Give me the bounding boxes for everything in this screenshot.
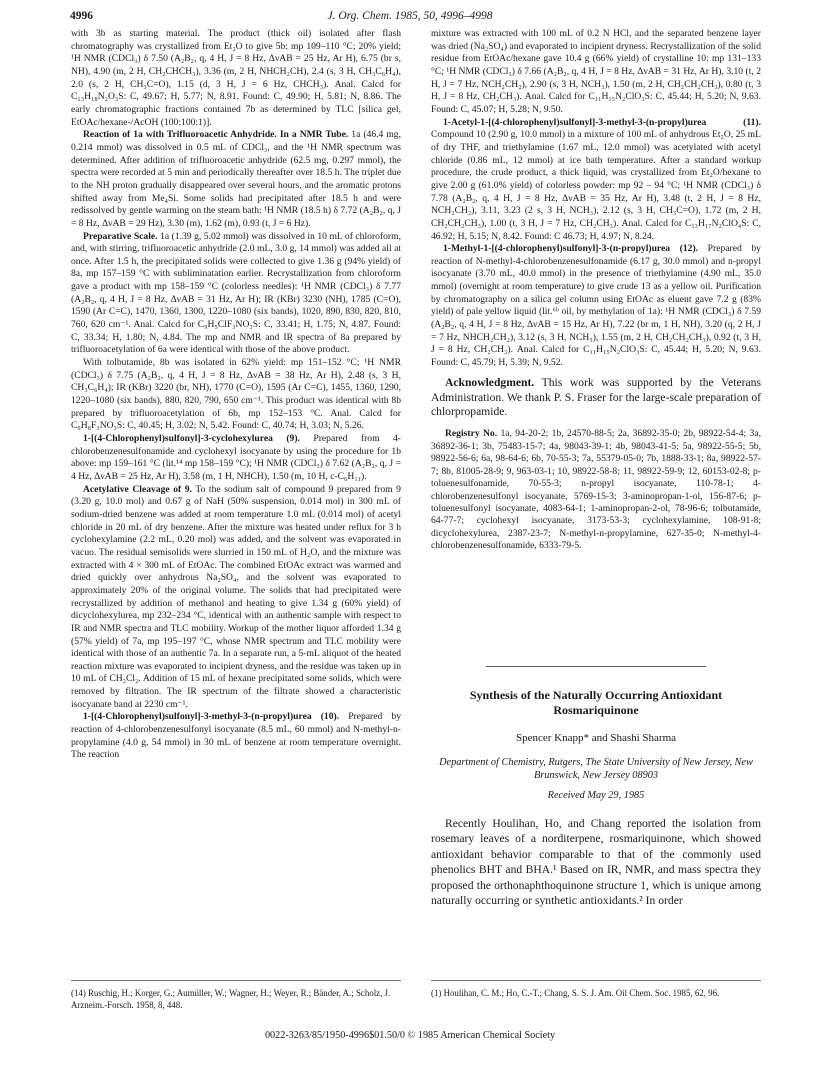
- paragraph-body: Compound 10 (2.90 g, 10.0 mmol) in a mixture of 100 mL of anhydrous Et₂O, 25 mL of dry THF, and triethylamine (1.67 mL, 12.0 mmol) was acetylated with acetyl chloride (0.86 mL, 12 mmol) at ice bath temperature. After a standard workup procedure, the crude product, a thick liquid, was crystallized from Et₂O/hexane to give 2.00 g (61.0% yield) of colorless powder: mp 92 – 94 °C; ¹H NMR (CDCl₃) δ 7.78 (A₂B₂, q, 4 H, J = 8 Hz, ΔνAB = 35 Hz, Ar H), 3.48 (t, 2 H, J = 8 Hz, NCH₂CH₂), 3.11, 3.23 (2 s, 3 H, NCH₃), 2.12 (s, 3 H, CH₃C=O), 1.72 (m, 2 H, CH₂CH₂CH₃), 1.00 (t, 3 H, J = 7 Hz, CH₂CH₃). Anal. Calcd for C₁₃H₁₇N₂ClO₄S: C, 46.92; H, 5.15; N, 8.42. Found: C 46.73; H, 4.97; N, 8.24.: [431, 129, 761, 242]
- paragraph: [71, 433, 401, 484]
- page-footer: 0022-3263/85/1950-4996$01.50/0 © 1985 American Chemical Society: [264, 1030, 556, 1041]
- run-in-heading: 1-[(4-Chlorophenyl)sulfonyl]-3-cyclohexylurea (9).: [83, 433, 300, 444]
- run-in-heading: Reaction of 1a with Trifluoroacetic Anhydride. In a NMR Tube.: [83, 129, 349, 141]
- footnote-rule: [431, 980, 761, 981]
- paragraph: With tolbutamide, 8b was isolated in 62% yield: mp 151–152 °C; ¹H NMR (CDCl₃) δ 7.75 (A₂B₂, q, 4 H, J = 8 Hz, ΔνAB = 38 Hz, Ar H), 2.48 (s, 3 H, CH₃C₆H₄); IR (KBr) 3220 (br, NH), 1770 (C=O), 1595 (Ar C=C), 1455, 1360, 1290, 1220–1080 (six bands), 880, 820, 790, 650 cm⁻¹. This product was identical with 8b prepared by trifluoroacetylation of 6b, mp 152–153 °C. Anal. Calcd for C₉H₈F₃NO₃S: C, 40.45; H, 3.02; N, 5.42. Found: C, 40.74; H, 3.03; N, 5.26.: [71, 357, 401, 432]
- paragraph-body: Prepared from 4-chlorobenzenesulfonamide and cyclohexyl isocyanate by using the procedure for 1b above: mp 159–161 °C (lit.¹⁴ mp 158–159 °C); ¹H NMR (CDCl₃) δ 7.62 (A₂B₂, q, J = 4 Hz, ΔνAB = 25 Hz, Ar H), 3.58 (m, 1 H, NHCH), 1.50 (m, 10 H, c-C₆H₁₁).: [71, 433, 401, 482]
- paragraph: [71, 231, 401, 358]
- paragraph-body: Prepared by reaction of N-methyl-4-chlorobenzenesulfonamide (6.17 g, 30.0 mmol) and n-propyl isocyanate (3.70 mL, 40.0 mmol) in the presence of triethylamine (4.90 mL, 35.0 mmol) (overnight at room temperature) to give crude 13 as a yellow oil. Purification by chromatography on a silica gel column using EtOAc as eluent gave 7.2 g (83% yield) of pale yellow liquid (lit.⁶ᵇ oil, by methylation of 1a): ¹H NMR (CDCl₃) δ 7.59 (A₂B₂, q, 4 H, J = 8 Hz, ΔνAB = 15 Hz, Ar H), 7.22 (br m, 1 H, NH), 3.20 (q, 2 H, J = 7 Hz, NHCH₂CH₂), 3.12 (s, 3 H, NCH₃), 1.55 (m, 2 H, CH₂CH₂CH₃), 0.92 (t, 3 H, J = 8 Hz, CH₂CH₃). Anal. Calcd for C₁₁H₁₅N₂ClO₃S: C, 45.44; H, 5.20; N, 9.63. Found: C, 45.79; H, 5.39; N, 9.52.: [431, 243, 761, 369]
- run-in-heading: Preparative Scale.: [83, 230, 158, 242]
- registry-heading: Registry No.: [445, 428, 498, 440]
- right-column: [431, 28, 761, 673]
- run-in-heading: 1-[(4-Chlorophenyl)sulfonyl]-3-methyl-3-(n-propyl)urea (10).: [83, 711, 340, 723]
- journal-reference: J. Org. Chem. 1985, 50, 4996–4998: [327, 10, 493, 22]
- footnote-left: (14) Ruschig, H.; Korger, G.; Aumüller, W.; Wagner, H.; Weyer, R.; Bänder, A.; Scholz, J. Arzneim.-Forsch. 1958, 8, 448.: [71, 988, 391, 1010]
- left-column: [71, 28, 401, 761]
- paragraph-body: Prepared by reaction of 4-chlorobenzenesulfonyl isocyanate (8.5 mL, 60 mmol) and N-methyl-n-propylamine (4.0 g, 54 mmol) in 30 mL of benzene at room temperature overnight. The reaction: [71, 711, 401, 761]
- article-authors: Spencer Knapp* and Shashi Sharma: [515, 732, 677, 744]
- paragraph: [71, 484, 401, 712]
- page-number: 4996: [70, 10, 93, 22]
- received-date: Received May 29, 1985: [547, 790, 645, 801]
- run-in-heading: 1-Methyl-1-[(4-chlorophenyl)sulfonyl]-3-(n-propyl)urea (12).: [443, 243, 699, 255]
- acknowledgment: [431, 376, 761, 420]
- running-header: [70, 10, 750, 26]
- paragraph: [431, 117, 761, 244]
- registry-body: 1a, 94-20-2; 1b, 24570-88-5; 2a, 36892-35-0; 2b, 98922-54-4; 3a, 36892-36-1; 3b, 75483-15-7; 4a, 98043-39-1; 4b, 98043-41-5; 5a, 98922-55-5; 5b, 98922-56-6; 6a, 98-64-6; 6b, 70-55-3; 7a, 55379-05-0; 7b, 1888-33-1; 8a, 98922-57-7; 8b, 81005-28-9; 9, 963-03-1; 10, 98922-58-8; 11, 98922-59-9; 12, 60153-02-8; p-toluenesulfonamide, 70-55-3; n-propyl isocyanate, 110-78-1; 4-chlorobenzenesulfonyl isocyanate, 5769-15-3; 3-aminopropan-1-ol, 156-87-6; p-toluenesulfonyl isocyanate, 4083-64-1; 1-aminopropan-2-ol, 78-96-6; tolbutamide, 64-77-7; cyclohexyl isocyanate, 3173-53-3; cyclohexylamine, 108-91-8; dicyclohexylurea, 2387-23-7; N-methyl-n-propylamine, 627-35-0; N-methyl-4-chlorobenzenesulfonamide, 6333-79-5.: [431, 428, 761, 552]
- footnote-right: (1) Houlihan, C. M.; Ho, C.-T.; Chang, S. S. J. Am. Oil Chem. Soc. 1985, 62, 96.: [431, 988, 720, 998]
- article-affiliation: Department of Chemistry, Rutgers, The State University of New Jersey, New Brunswick, New Jersey 08903: [439, 757, 753, 782]
- run-in-heading: 1-Acetyl-1-[(4-chlorophenyl)sulfonyl]-3-methyl-3-(n-propyl)urea (11).: [443, 116, 761, 128]
- paragraph: [71, 129, 401, 230]
- paragraph: [431, 243, 761, 370]
- paragraph: with 3b as starting material. The product (thick oil) isolated after flash chromatography was crystallized from Et₂O to give 5b: mp 109–110 °C; 20% yield; ¹H NMR (CDCl₃) δ 7.50 (A₂B₂, q, 4 H, J = 8 Hz, ΔνAB = 25 Hz, Ar H), 6.75 (br s, NH), 4.90 (m, 2 H, CH₂CHCH₃), 3.36 (m, 2 H, NHCH₂CH), 2.4 (s, 3 H, CH₃C₆H₄), 2.0 (s, 2 H, CH₃C=O), 1.15 (d, 3 H, J = 6 Hz, CHCH₃). Anal. Calcd for C₁₃H₁₈N₂O₃S: C, 49.67; H, 5.77; N, 8.91. Found: C, 49.90; H, 5.81; N, 8.86. The early chromatographic fractions contained 7b as determined by TLC [silica gel, EtOAc/hexane-/AcOH (100:100:1)].: [71, 28, 401, 128]
- article-separator: [486, 666, 706, 667]
- run-in-heading: Acetylative Cleavage of 9.: [83, 483, 192, 495]
- acknowledgment-heading: Acknowledgment.: [445, 375, 535, 389]
- article-intro: Recently Houlihan, Ho, and Chang reported the isolation from rosemary leaves of a norditerpene, rosmariquinone, which showed antioxidant behavior comparable to that of the commonly used phenolics BHT and BHA.¹ Based on IR, NMR, and mass spectra they proposed the orthonaphthoquinone structure 1, which is unique among naturally occurring or synthetic antioxidants.² In order: [431, 817, 761, 908]
- paragraph-body: To the sodium salt of compound 9 prepared from 9 (3.20 g, 10.0 mol) and 0.67 g of NaH (50% suspension, 0.014 mol) in 300 mL of sodium-dried benzene was added at room temperature 1.0 mL (0.014 mol) of acetyl chloride in 20 mL of dry benzene. After the mixture was heated under reflux for 3 h cyclohexylamine (2.2 mL, 0.20 mol) was added, and the solvent was evaporated in vacuo. The residual semisolids were slurried in 150 mL of H₂O, and the mixture was extracted with 4 × 300 mL of EtOAc. The combined EtOAc extract was warmed and dried quickly over anhydrous Na₂SO₄, and the solvent was evaporated to approximately 20% of the original volume. The solids that had precipitated were recrystallized by addition of methanol and heating to give 1.34 g (60% yield) of dicyclohexylurea, mp 232–234 °C, identical with an authentic sample with respect to IR and NMR spectra and TLC mobility. Workup of the mother liquor afforded 1.34 g (57% yield) of 7a, mp 195–197 °C, whose NMR spectrum and TLC mobility were identical with those of an authentic 7a. In a separate run, a 5-mL aliquot of the heated reaction mixture was evaporated to incipient dryness, and the residue was taken up in 10 mL of CH₂Cl₂. Addition of 15 mL of hexane precipitated some solids, which were removed by filtration. The IR spectrum of the filtrate showed a characteristic isocyanate band at 2230 cm⁻¹.: [71, 483, 401, 710]
- registry-numbers: [431, 428, 761, 553]
- paragraph: [71, 711, 401, 762]
- paragraph: mixture was extracted with 100 mL of 0.2 N HCl, and the separated benzene layer was dried (Na₂SO₄) and evaporated to incipient dryness. Recrystallization of the solid residue from EtOAc/hexane gave 10.4 g (66% yield) of crystalline 10: mp 131–133 °C; ¹H NMR (CDCl₃) δ 7.66 (A₂B₂, q, 4 H, J = 8 Hz, ΔνAB = 31 Hz, Ar H), 3.10 (t, 2 H, J = 7 Hz, NCH₂CH₂), 2.90 (s, 3 H, NCH₃), 1.50 (m, 2 H, CH₂CH₂CH₃), 0.80 (t, 3 H, J = 8 Hz, CH₂CH₃). Anal. Calcd for C₁₁H₁₅N₂ClO₃S: C, 45.44; H, 5.20; N, 9.63. Found: C, 45.07; H, 5.28; N, 9.50.: [431, 28, 761, 115]
- paragraph-body: 1a (1.39 g, 5.02 mmol) was dissolved in 10 mL of chloroform, and, with stirring, trifluoroacetic anhydride (2.0 mL, 3.0 g, 14 mmol) was added all at once. After 1.5 h, the precipitated solids were collected to give 1.36 g (94% yield) of 8a, mp 157–159 °C with subliminatation earlier. Recrystallization from chloroform gave a product with mp 158–159 °C (colorless needles): ¹H NMR (CDCl₃) δ 7.77 (A₂B₂, q, 4 H, J = 8 Hz, ΔνAB = 31 Hz, Ar H); IR (KBr) 3230 (NH), 1785 (C=O), 1590 (Ar C=C), 1470, 1360, 1300, 1220–1080 (six bands), 1020, 890, 830, 820, 810, 760, 620 cm⁻¹. Anal. Calcd for C₉H₅ClF₃NO₃S: C, 33.41; H, 1.75; N, 4.87. Found: C, 33.34; H, 1.80; N, 4.84. The mp and NMR and IR spectra of 8a prepared by trifluoroacetylation of 6a were identical with those of the above product.: [71, 230, 401, 356]
- footnote-rule: [71, 980, 401, 981]
- paragraph-body: 1a (46.4 mg, 0.214 mmol) was dissolved in 0.5 mL of CDCl₃, and the ¹H NMR spectrum was determined. After addition of trifluoroacetic anhydride (62.5 mg, 0.297 mmol), the spectra were recorded at 5 min and periodically thereafter over 18.5 h. The triplet due to the NH proton gradually disappeared over several hours, and the aromatic protons shifted away from Me₄Si. Some solids had precipitated after 18.5 h and were redissolved by gentle warming on the steam bath: ¹H NMR (18.5 h) δ 7.72 (A₂B₂, q, J = 8 Hz, ΔνAB = 29 Hz), 3.30 (m), 1.62 (m), 0.93 (t, J = 6 Hz).: [71, 129, 401, 229]
- article-title: Synthesis of the Naturally Occurring Antioxidant Rosmariquinone: [469, 688, 723, 717]
- acknowledgment-body: This work was supported by the Veterans Administration. We thank P. S. Fraser for the large-scale preparation of chlorpropamide.: [431, 375, 761, 419]
